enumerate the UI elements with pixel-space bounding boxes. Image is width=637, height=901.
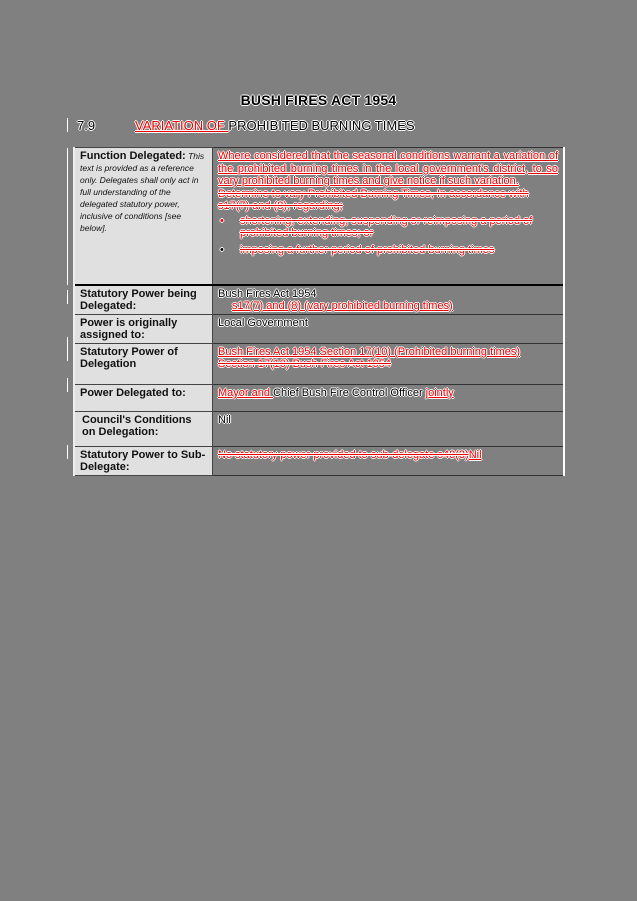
document-title: BUSH FIRES ACT 1954 [240, 92, 397, 108]
value-conditions: Nil [213, 412, 565, 447]
value-delegated-to [213, 385, 565, 412]
inserted-section-ref: s17(7) and (8) (vary prohibited burning times) [232, 300, 453, 312]
section-heading [77, 118, 415, 133]
bullet-icon: • [220, 243, 224, 256]
reference-note: This text is provided as a reference only. Delegates shall only act in full understanding of the delegated statutory power, inclusive of conditions [see below]. [80, 151, 205, 233]
label-statutory-power: Statutory Power being Delegated: [74, 285, 213, 315]
value-power-of-delegation [213, 344, 565, 385]
label-delegated-to: Power Delegated to: [74, 385, 213, 412]
inserted-sub-delegate-text: Nil [468, 449, 482, 461]
label-power-of-delegation: Statutory Power of Delegation [74, 344, 213, 385]
change-bar [67, 148, 68, 285]
change-bar [67, 290, 68, 304]
label-text: Function Delegated: [80, 150, 186, 162]
section-number: 7.9 [77, 118, 96, 133]
inserted-suffix: jointly [425, 387, 454, 399]
bullet-icon: • [220, 214, 224, 227]
section-heading-text: PROHIBITED BURNING TIMES [228, 118, 415, 133]
delegation-table [73, 147, 565, 476]
change-bar [67, 337, 68, 361]
value-statutory-power [213, 285, 565, 315]
change-bar [67, 445, 68, 459]
table-row-conditions [74, 412, 564, 447]
deleted-delegation-text: Section 17(10) Bush Fires Act 1954 [218, 358, 392, 370]
inserted-prefix: Mayor and [218, 387, 274, 399]
table-row-power-of-delegation [74, 344, 564, 385]
label-sub-delegate: Statutory Power to Sub-Delegate: [74, 447, 213, 476]
list-item: • shortening, extending, suspending or reimposing a period of prohibited burning times; or [220, 214, 533, 239]
act-name: Bush Fires Act 1954 [218, 288, 317, 300]
table-row-sub-delegate [74, 447, 564, 476]
table-row-statutory-power [74, 285, 564, 315]
list-item: • imposing a further period of prohibited burning times [220, 243, 495, 256]
function-bullet-list [218, 215, 558, 257]
value-sub-delegate [213, 447, 565, 476]
table-row-delegated-to [74, 385, 564, 412]
section-heading-inserted: VARIATION OF [135, 118, 229, 133]
value-function-delegated [213, 148, 565, 286]
table-row-originally-assigned [74, 315, 564, 344]
deleted-sub-delegate-text: No statutory power provided to sub-delegate s48(3) [218, 449, 469, 461]
inserted-delegation-text: Bush Fires Act 1954 Section 17(10) (Prohibited burning times) [218, 346, 521, 358]
label-originally-assigned: Power is originally assigned to: [74, 315, 213, 344]
table-row-function-delegated [74, 148, 564, 286]
label-function-delegated [74, 148, 213, 286]
change-bar [67, 378, 68, 392]
change-bar [67, 118, 68, 132]
inserted-function-text: Where considered that the seasonal conditions warrant a variation of the prohibited burning times in the local government's district, to so vary prohibited burning times and give notice if such variation. [218, 150, 558, 187]
value-originally-assigned: Local Government [213, 315, 565, 344]
label-conditions: Council's Conditions on Delegation: [74, 412, 213, 447]
deleted-function-text: Determine to vary Prohibited Burning Times, In accordance with s17(7) and (8), regarding; [218, 187, 529, 212]
delegate-name: Chief Bush Fire Control Officer [273, 387, 423, 399]
